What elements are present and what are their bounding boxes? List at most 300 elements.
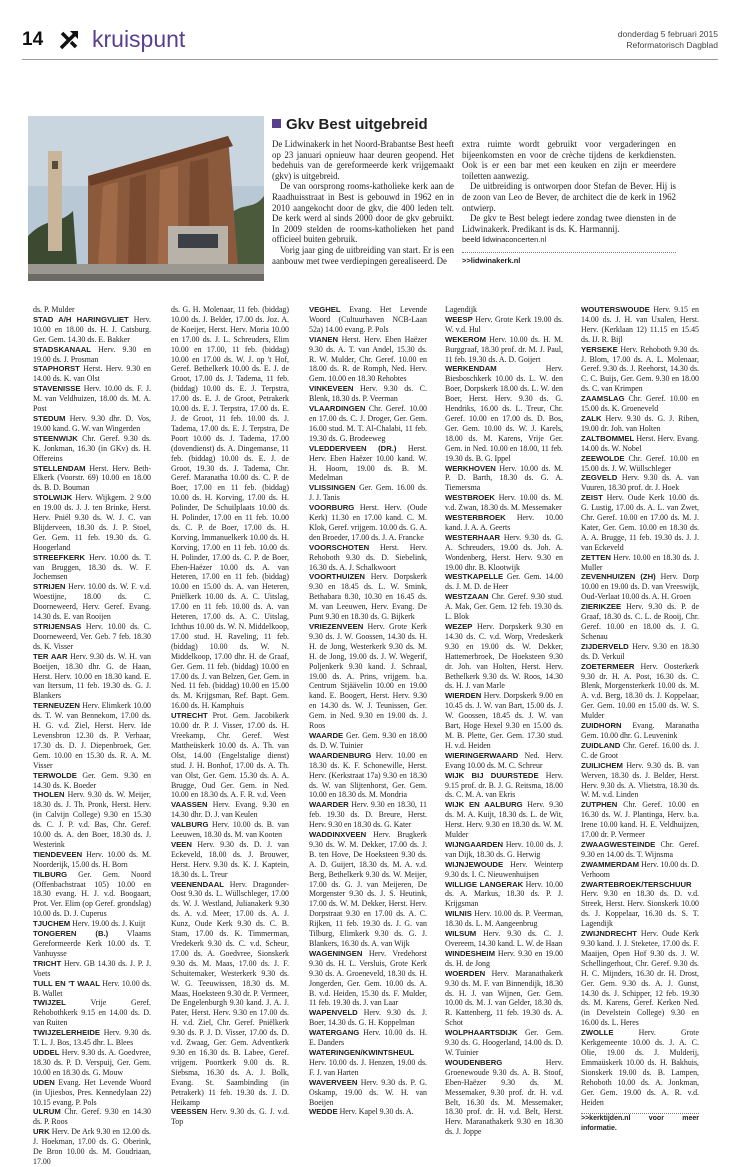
service-details: Ger. Gem. 9.30 en 18.00 ds. D. W. Tuinier [309, 730, 427, 750]
service-details: Herv. 9.30 ds. G. J. v.d. Top [171, 1107, 289, 1127]
service-details: Chr. Geref. 16.00 ds. J. C. de Groot [581, 740, 699, 760]
place-name: VALBURG [171, 820, 209, 830]
service-entry [581, 840, 699, 860]
service-entry [581, 473, 699, 493]
place-name: WIJK BIJ DUURSTEDE [445, 770, 539, 780]
service-details: Chr. Geref. 10.00 en 15.00 ds. J. W. Wüllschleger [581, 453, 699, 473]
service-entry [445, 1028, 563, 1058]
service-details: Herv. 10.00 en 18.00 ds. H. J. Catsburg. Ger. Gem. 14.30 ds. E. Bakker [33, 314, 151, 344]
article-paragraph: Vorig jaar ging de uitbreiding van start. Er is een aanbouw met twee verdiepingen gerealiseerd. De [272, 244, 454, 266]
church-list-column-3 [309, 305, 427, 1117]
service-entry [33, 870, 151, 920]
service-entry [309, 305, 427, 335]
header-date-block [618, 29, 718, 51]
service-entry [309, 1008, 427, 1028]
service-details: Herv. 9.30 ds. G. J. Riben, 19.00 dr. Joh. van Holten [581, 413, 699, 433]
service-details: Ger. Gem. 14.00 ds. J. M. D. de Heer [445, 572, 563, 592]
service-entry [581, 929, 699, 1028]
place-name: UTRECHT [171, 711, 208, 721]
service-entry [309, 751, 427, 801]
page-number: 14 [22, 29, 44, 50]
service-entry [171, 840, 289, 880]
header-rule [22, 59, 718, 60]
service-details: Chr. Geref. 10.00 en 16.30 ds. W. J. Plantinga, Herv. b.a. Irene 10.00 kand. H. E. Veldhuijzen, 17.00 dr. P. Vermeer [581, 800, 699, 840]
service-entry [171, 820, 289, 840]
service-entry [309, 503, 427, 543]
service-entry [309, 731, 427, 751]
place-name: WIJNGAARDEN [445, 839, 504, 849]
place-name: YERSEKE [581, 344, 618, 354]
service-entry [445, 840, 563, 860]
place-name: ZWAAGWESTEINDE [581, 839, 656, 849]
service-details: Chr. Geref. 10.00 en 17.00 ds. C. J. Droger, Ger. Gem. 16.00 stud. M. T. Al-Chalabi, 11 feb. 19.30 ds. G. Brodeeweg [309, 404, 427, 443]
service-entry [33, 850, 151, 870]
service-entry [445, 880, 563, 910]
page-header [22, 25, 718, 59]
service-entry [171, 305, 289, 711]
service-entry [33, 1048, 151, 1078]
place-name: ZALTBOMMEL [581, 433, 635, 443]
place-name: WEZEP [445, 622, 473, 631]
service-entry [171, 880, 289, 1108]
service-entry [581, 454, 699, 474]
service-details: Herv. 10.00 ds. H. M. Burggraaf, 18.30 prof. dr. M. J. Paul, 11 feb. 19.30 ds. A. D. Goijert [445, 334, 563, 364]
service-details: Herv. 9.30 ds. W. H. van Boeijen, 18.30 dhr. G. de Haan, Herst. Herv. 10.00 en 18.30 kand. E. van Itersum, 11 feb. 19.30 ds. G. J. Blankers [33, 651, 151, 701]
place-name: WIERINGERWAARD [445, 750, 519, 760]
service-details: Herv. 9.30 en 19.00 ds. H. de Jong [445, 948, 563, 968]
service-details: Herst. Herv. Eben Haëzer 10.00 kand. W. H. Hoorn, 19.00 ds. B. M. Medelman [309, 443, 427, 483]
service-entry [581, 493, 699, 552]
place-name: VOORBURG [309, 503, 355, 513]
place-name: ZEGVELD [581, 473, 618, 483]
place-name: STREEFKERK [33, 552, 86, 562]
place-name: ZWAMMERDAM [581, 859, 640, 869]
service-entry [445, 364, 563, 463]
service-details: Herv. 9.30 ds. W. Meijer, 18.30 ds. J. Th. Pronk, Herst. Herv. (in Calvijn College) 9.30 en 15.30 ds. C. J. P. v.d. Bas, Chr. Geref. 10.00 ds. A. den Boer, 18.30 ds. J. Westerink [33, 790, 151, 849]
service-entry [309, 800, 427, 830]
place-name: WAARDER [309, 800, 349, 810]
service-details: Herv. 10.00 ds. C. Doorneweerd, Ver. Geb. 7 feb. 18.30 ds. K. Visser [33, 622, 151, 651]
service-details: Herv. 9.30 ds. P. G. Oskamp, 19.00 ds. W. H. van Boeijen [309, 1077, 427, 1107]
service-entry [445, 592, 563, 622]
service-entry [33, 345, 151, 365]
service-entry [581, 880, 699, 930]
service-details: Herv. De Ark 9.30 en 12.00 ds. J. Hoekman, 17.00 ds. G. Oberink, De Bron 10.00 ds. M. Goudriaan, 17.00 [33, 1127, 151, 1166]
place-name: VOORSCHOTEN [309, 542, 370, 552]
place-name: ZUIDHORN [581, 721, 622, 731]
service-entry [445, 751, 563, 771]
service-details: Herv. 10.00 ds. J. Henzen, 19.00 ds. F. J. van Harten [309, 1057, 427, 1077]
place-name: WEDDE [309, 1107, 338, 1117]
service-details: Herv. Dorpskerk 9.30 en 18.45 ds. L. W. Smink, Bethabara 8.30, 10.30 en 16.45 ds. M. van Leeuwen, Herv. Evang. De Punt 9.30 en 18.30 ds. G. Bijkerk [309, 572, 427, 622]
service-entry [309, 622, 427, 731]
article-title-text: Gkv Best uitgebreid [286, 116, 428, 133]
service-details: Chr. Geref. 10.00 en 15.00 ds. K. Groeneveld [581, 394, 699, 414]
place-name: WESTBROEK [445, 493, 495, 503]
place-name: TER AAR [33, 651, 68, 661]
place-name: ZEVENHUIZEN (ZH) [581, 572, 656, 582]
place-name: STRIJEN [33, 582, 66, 592]
service-entry [33, 305, 151, 315]
service-details: Chr. Geref. 9.30 ds. K. Jonkman, 16.30 (in GKv) ds. H. Offereins [33, 433, 151, 463]
place-name: THOLEN [33, 790, 65, 800]
service-details: Herv. 10.00 ds. F. J. M. van Veldhuizen, 18.00 ds. M. A. Post [33, 384, 151, 414]
service-entry [33, 1127, 151, 1167]
service-details: Herv. Brugkerk 9.30 ds. W. M. Dekker, 17.00 ds. J. B. ten Hove, De Hoeksteen 9.30 ds. A. D. Guijert, 18.30 ds. M. A. v.d. Berg, Bethelkerk 9.30 ds. W. Meijer, 17.00 ds. G. J. van Meijeren, De Morgenster 9.30 ds. J. S. Heutink, 17.00 ds. W. M. Dekker, Herst. Herv. Dorpstraat 9.30 en 17.00 ds. A. C. Rijken, 11 feb. 19.30 ds. J. G. van Tilburg, Elimkerk 9.30 ds. G. J. Blankers, 16.30 ds. A. van Wijk [309, 830, 427, 948]
place-name: VIANEN [309, 334, 339, 344]
service-entry [581, 414, 699, 434]
place-name: VINKEVEEN [309, 384, 354, 394]
service-details: Herv. 9.30 ds. A. van Vuuren, 18.30 prof. dr. J. Hoek [581, 473, 699, 493]
service-entry [33, 622, 151, 652]
service-details: Herv. 10.00 ds. B. van Leeuwen, 18.30 ds. M. van Kooten [171, 820, 289, 840]
service-entry [309, 543, 427, 573]
place-name: ZEEWOLDE [581, 453, 625, 463]
place-name: WAARDENBURG [309, 750, 372, 760]
service-details: Herv. 9.30 ds. C. J. Overeem, 14.30 kand. L. W. de Haan [445, 929, 563, 948]
title-square-icon [272, 119, 281, 128]
service-details: Evang. Het Levende Woord (in Ujiesbos, Pres. Kennedylaan 22) 10.15 evang. P. Pols [33, 1077, 151, 1107]
service-details: Herv. 10.00 ds. T. van Bruggen, 18.30 ds. W. F. Jochemsen [33, 552, 151, 582]
service-details: Herv. 10.00 ds. W. F. v.d. Woestijne, 18.00 ds. C. Doorneweerd, Herv. Geref. Evang. 14.30 ds. E. van Rooijen [33, 582, 151, 622]
service-details: Herst. Herv. 9.30 en 14.00 ds. K. van Olst [33, 364, 151, 384]
place-name: TILBURG [33, 869, 68, 879]
service-entry [33, 771, 151, 791]
article-column-1 [272, 139, 454, 266]
service-entry [309, 1107, 427, 1117]
service-details: Herv. 9.30 en 19.00 ds. J. Prosman [33, 344, 151, 364]
place-name: WERKENDAM [445, 364, 497, 374]
service-details: ds. P. Mulder [33, 305, 75, 314]
church-list-column-5 [581, 305, 699, 1134]
article-link[interactable]: >>lidwinakerk.nl [462, 255, 521, 265]
service-details: Herv. 10.00 ds. M. P. D. Barth, 18.30 ds. G. A. Tiemersma [445, 463, 563, 493]
place-name: STAVENISSE [33, 384, 81, 394]
service-details: Herv. 10.00 ds. J. van Dijk, 18.30 ds. G. Herwig [445, 839, 563, 859]
service-entry [309, 949, 427, 1008]
service-entry [445, 533, 563, 573]
service-entry [33, 434, 151, 464]
place-name: WATERINGEN/KWINTSHEUL [309, 1047, 414, 1057]
service-details: Herv. GB 14.30 ds. J. P. J. Voets [33, 958, 151, 978]
service-entry [33, 1107, 151, 1127]
service-entry [33, 553, 151, 583]
place-name: ZWIJNDRECHT [581, 929, 637, 939]
service-entry [445, 929, 563, 949]
place-name: WESTKAPELLE [445, 572, 504, 582]
place-name: WINDESHEIM [445, 948, 495, 958]
place-name: TWIJZEL [33, 998, 66, 1008]
place-name: TONGEREN (B.) [33, 929, 109, 939]
service-details: Herv. 10.00 ds. D. Verhoom [581, 859, 699, 879]
article-paragraph: extra ruimte wordt gebruikt voor vergaderingen en bijeenkomsten en voor de crèche tijdens de kerkdiensten. Ook is er een bar met een keuken en zijn er meerdere toiletten aanwezig. [462, 139, 676, 181]
place-name: VAASSEN [171, 800, 208, 810]
service-entry [581, 761, 699, 801]
service-details: Herv. Grote Kerkgemeente 10.00 ds. J. A. C. Olie, 19.00 ds. J. Mulderij, Emmaüskerk 10.00 ds. H. Bakhuis, Sionskerk 19.00 ds. B. Lampen, Rehoboth 10.00 ds. A. Jonkman, Ger. Gem. 19.00 ds. A. R. v.d. Heiden [581, 1028, 699, 1107]
service-entry [309, 384, 427, 404]
service-details: Herv. Dorpskerk 9.00 en 10.45 ds. J. W. van Bart, 15.00 ds. J. W. Goossen, 18.45 ds. J. W. van Bart, Hoge Hexel 9.30 en 15.00 ds. M. B. Plette, Ger. Gem. 17.30 stud. H. v.d. Heiden [445, 691, 563, 750]
service-entry [33, 464, 151, 494]
service-details: Ger. Gem. 9.30 en 14.30 ds. K. Boeder [33, 770, 151, 790]
place-name: WAGENINGEN [309, 948, 363, 958]
church-list-column-2 [171, 305, 289, 1127]
service-entry [33, 929, 151, 959]
service-entry [445, 949, 563, 969]
service-details: Herv. 9.30 ds. M. A. Kuijt, 18.30 ds. L. de Wit, Herst. Herv. 9.30 en 18.30 ds. W. M. Mulder [445, 800, 563, 840]
service-details: Herv. 10.00 ds. B. Wallet [33, 978, 151, 998]
article-paragraph: De gkv te Best belegt iedere zondag twee diensten in de Lidwinakerk. Predikant is ds. K. Harmannij. [462, 213, 676, 234]
place-name: UDDEL [33, 1047, 60, 1057]
place-name: VLEDDERVEEN (DR.) [309, 443, 397, 453]
service-details: Herv. 9.30 en 18.30, 11 feb. 19.30 ds. D. Breure, Herst. Herv. 9.30 en 18.30 ds. G. Kater [309, 800, 427, 830]
service-details: Herv. 9.30 dhr. D. Vos, 19.00 kand. G. W. van Wingerden [33, 413, 151, 433]
service-details: Herst. Herv. Evang. 14.00 ds. W. Nobel [581, 433, 699, 453]
service-details: Vlaams Gereformeerde Kerk 10.00 ds. T. Vanhuysse [33, 929, 151, 958]
service-entry [581, 662, 699, 721]
place-name: TERWOLDE [33, 770, 77, 780]
church-photo [28, 116, 264, 281]
place-name: STAD A/H HARINGVLIET [33, 314, 129, 324]
church-list-column-4 [445, 305, 563, 1137]
article-title [272, 116, 428, 133]
service-details: Herv. Oude Kerk 10.00 ds. G. Lustig, 17.00 ds. A. L. van Zwet, Chr. Geref. 10.00 en 17.00 ds. M. J. Kater, Ger. Gem. 10.00 en 18.30 ds. A. A. Brugge, 11 feb. 19.30 ds. J. J. van Eckeveld [581, 493, 699, 552]
service-details: Herv. 19.00 ds. J. Kuijt [70, 919, 146, 929]
service-details: Ger. Gem. 9.30 ds. G. Hoogerland, 14.00 ds. D. W. Tuinier [445, 1028, 563, 1057]
service-details: Herv. Wijkgem. 2 9.00 en 19.00 ds. J. J. ten Brinke, Herst. Herv. Pniël 9.30 ds. W. J. C. van Blijderveen, 18.30 ds. J. P. Stoel, Ger. Gem. 11 feb. 19.30 ds. G. Hoogerland [33, 493, 151, 552]
service-details: Lagendijk [445, 305, 477, 314]
place-name: WOUTERSWOUDE [581, 305, 650, 314]
service-entry [309, 335, 427, 385]
place-name: WESTERHAAR [445, 532, 501, 542]
place-name: ZWOLLE [581, 1028, 614, 1038]
service-entry [309, 1078, 427, 1108]
article-paragraph: De uitbreiding is ontworpen door Stefan de Bever. Hij is de zoon van Leo de Bever, de architect die de kerk in 1962 ontwierp. [462, 181, 676, 213]
service-entry [445, 969, 563, 1028]
service-details: Herv. 9.30 ds. A. Goedvree, 18.30 ds. P. D. Verspuij, Ger. Gem. 10.00 en 18.30 ds. G. Mouw [33, 1047, 151, 1077]
place-name: WESTZAAN [445, 592, 489, 602]
place-name: TJUCHEM [33, 919, 71, 929]
header-paper-name: Reformatorisch Dagblad [626, 40, 718, 50]
service-entry [581, 434, 699, 454]
service-details: Prot. Gem. Jacobikerk 10.00 dr. P. J. Visser, 17.00 ds. H. Vreekamp, Chr. Geref. West Mattheüskerk 10.00 ds. A. Th. van Olst, 14.00 (Engelstalige dienst) stud. J. H. Bonhof, 17.00 ds. A. Th. van Olst, Ger. Gem. 15.30 ds. A. A. Brugge, Oud Ger. Gem. in Ned. 10.00 en 18.30 ds. A. F. R. v.d. Veen [171, 711, 289, 800]
service-entry [445, 335, 563, 365]
service-entry [445, 572, 563, 592]
place-name: WOLPHAARTSDIJK [445, 1028, 518, 1038]
service-details: Evang. Maranatha Gem. 10.00 dhr. G. Leuvenink [581, 721, 699, 740]
service-entry [33, 979, 151, 999]
service-entry [33, 1028, 151, 1048]
church-list-column-1 [33, 305, 151, 1167]
service-details: Herv. 9.30 ds. J. Boer, 14.30 ds. G. H. Koppelman [309, 1008, 427, 1028]
service-details: Herv. 9.15 en 14.00 ds. J. H. van Uxalen, Herst. Herv. (Kerklaan 12) 11.15 en 15.45 ds. IJ. R. Bijl [581, 305, 699, 344]
service-entry [445, 513, 563, 533]
service-details: Ger. Gem. 16.00 ds. J. J. Tanis [309, 483, 427, 503]
service-entry [33, 790, 151, 849]
place-name: ZETTEN [581, 552, 611, 562]
place-name: STEENWIJK [33, 433, 78, 443]
service-entry [445, 622, 563, 691]
service-details: Herv. Oude Kerk 9.30 kand. J. J. Steketee, 17.00 ds. F. Maaijen, Open Hof 9.30 ds. J. W. Schellingerhout, Chr. Geref. 9.30 ds. H. C. Mijnders, 16.30 dr. H. Drost, Ger. Gem. 9.30 ds. A. J. Gunst, 14.30 ds. J. Schipper, 12 feb. 19.30 ds. M. Karens, Geref. Kerken Ned. (in Develstein College) 9.30 en 16.00 ds. L. Heres [581, 929, 699, 1028]
place-name: UDEN [33, 1077, 55, 1087]
service-entry [171, 1107, 289, 1127]
service-details: Herv. Dorp 10.00 en 19.00 ds. D. van Vreeswijk, Oud-Verlaat 10.00 ds. A. H. Groen [581, 572, 699, 602]
service-entry [33, 959, 151, 979]
place-name: ZUIDLAND [581, 740, 621, 750]
place-name: URK [33, 1127, 50, 1137]
place-name: WEESP [445, 314, 473, 324]
place-name: TIENDEVEEN [33, 849, 83, 859]
service-entry [581, 642, 699, 662]
footer-link[interactable]: >>kerktijden.nl voor meer informatie. [581, 1115, 699, 1133]
service-details: Herv. Grote Kerk 19.00 ds. W. v.d. Hul [445, 314, 563, 334]
service-details: Herst. Herv. Rehoboth 9.30 ds. D. Siebelink, 16.30 ds. A. J. Schalkwoort [309, 542, 427, 572]
service-entry [581, 305, 699, 345]
service-entry [581, 800, 699, 840]
place-name: TWIJZELERHEIDE [33, 1028, 101, 1038]
place-name: ZOETERMEER [581, 661, 635, 671]
service-entry [445, 493, 563, 513]
service-details: Herv. Groenewoude 9.30 ds. A. B. Stoof, Eben-Haëzer 9.30 ds. M. Messemaker, 9.30 prof. dr. H. v.d. Belt, 16.30 ds. M. Messemaker, 18.30 prof. dr. H. v.d. Belt, Herst. Herv. Maranathakerk 9.30 en 18.30 ds. J. Joppe [445, 1057, 563, 1137]
place-name: VLAARDINGEN [309, 404, 366, 414]
place-name: ZIJDERVELD [581, 641, 629, 651]
place-name: WIERDEN [445, 691, 482, 701]
place-name: WOUDENBERG [445, 1057, 503, 1067]
service-entry [33, 701, 151, 770]
service-entry [33, 1078, 151, 1108]
service-entry [33, 384, 151, 414]
place-name: STEDUM [33, 413, 66, 423]
service-entry [309, 572, 427, 622]
article-paragraph: De van oorsprong rooms-katholieke kerk aan de Raadhuisstraat in Best is gebouwd in 1962 en in 2010 aangekocht door de gkv, die 400 leden telt. De kerk werd al sinds 2000 door de gkv gebruikt. In 2009 stelden de rooms-katholieken het pand officieel buiten gebruik. [272, 181, 454, 245]
service-entry [445, 800, 563, 840]
service-details: Herv. Biesboschkerk 10.00 ds. L. W. den Boer, Dorpskerk 18.00 ds. L. W. den Boer, Herst. Herv. 9.30 ds. G. Hendriks, 16.00 ds. L. Treur, Chr. Geref. 10.00 en 17.00 ds. D. Bos, Ger. Gem. 10.00 ds. W. J. Karels, 18.00 ds. M. Karens, Vrije Ger. Gem. in Ned. 10.00 en 18.00, 11 feb. 19.30 ds. B. G. Ippel [445, 364, 563, 463]
place-name: TULL EN 'T WAAL [33, 978, 100, 988]
photo-credit: beeld lidwinaconcerten.nl [462, 235, 547, 245]
service-entry [581, 602, 699, 642]
place-name: VLISSINGEN [309, 483, 356, 493]
place-name: WEKEROM [445, 334, 486, 344]
header-date: donderdag 5 februari 2015 [617, 29, 718, 39]
service-entry [309, 483, 427, 503]
service-entry [581, 741, 699, 761]
service-details: Herv. 9.30 ds. B. van Werven, 18.30 ds. J. Belder, Herst. Herv. 9.30 ds. A. Vlietstra, 18.30 ds. W. M. v.d. Linden [581, 760, 699, 800]
service-entry [171, 800, 289, 820]
place-name: ZAAMSLAG [581, 394, 625, 404]
service-details: Herv. 9.30 ds. D. J. van Eckeveld, 18.00 ds. J. Brouwer, Herst. Herv. 9.30 ds. K. J. Kaptein, 18.30 ds. L. Treur [171, 839, 289, 879]
service-entry [581, 721, 699, 741]
place-name: WAPENVELD [309, 1008, 358, 1018]
service-details: Herv. Rehoboth 9.30 ds. J. Blom, 17.00 ds. A. L. Molenaar, Geref. 9.30 ds. J. Reehorst, 14.30 ds. C. C. Buijs, Ger. Gem. 9.30 en 18.00 ds. C. van Krimpen [581, 344, 699, 394]
service-details: Herv. 10.00 en 18.30 ds. K. F. Schonewille, Herst. Herv. (Kerkstraat 17a) 9.30 en 18.30 ds. W. van Slijtenhorst, Ger. Gem. 10.00 en 18.30 ds. M. Mondria [309, 750, 427, 800]
service-entry [33, 652, 151, 702]
service-entry [33, 998, 151, 1028]
service-entry [309, 830, 427, 949]
cross-arrow-icon [58, 29, 80, 51]
place-name: STELLENDAM [33, 463, 86, 473]
place-name: VOORTHUIZEN [309, 572, 365, 582]
place-name: TERNEUZEN [33, 701, 80, 711]
service-entry [171, 711, 289, 800]
service-entry [309, 444, 427, 484]
place-name: VEGHEL [309, 305, 341, 314]
service-entry [33, 414, 151, 434]
service-details: Herv. Kapel 9.30 ds. A. [337, 1107, 414, 1117]
service-details: Herv. 9.30 ds. C. Blenk, 18.30 ds. P. Veerman [309, 384, 427, 404]
service-entry [309, 1048, 427, 1078]
service-details: Herv. Grote Kerk 9.30 ds. J. W. Goossen, 14.30 ds. H. H. de Jong, Westerkerk 9.30 ds. M. H. de Jong, 19.00 ds. J. W. Wegerif, Poljenkerk 9.30 kand. J. Schraal, 19.00 ds. A. Prins, vrijgem. b.a. Centrum Stjäävelin 10.00 en 19.00 kand. E. Boogert, Herst. Herv. 9.30 en 14.30 ds. W. J. Teunissen, Ger. Gem. in Ned. 9.30 en 19.00 ds. J. Roos [309, 622, 427, 731]
service-entry [445, 464, 563, 494]
place-name: STOLWIJK [33, 493, 73, 503]
service-entry [445, 691, 563, 750]
section-title: kruispunt [92, 26, 186, 52]
dotted-divider [462, 252, 676, 253]
place-name: VEEN [171, 839, 192, 849]
place-name: ZIERIKZEE [581, 602, 622, 612]
service-details: Herv. 9.15 prof. dr. B. J. G. Reitsma, 18.00 ds. C. M. A. van Ekris [445, 770, 563, 800]
service-details: Evang. Het Levende Woord (Cultuurhaven NCB-Laan 52a) 14.00 evang. P. Pols [309, 305, 427, 334]
place-name: WIJNJEWOUDE [445, 859, 504, 869]
service-details: Herv. 10.00 en 18.30 ds. J. Muller [581, 552, 699, 572]
service-details: Herv. 10.00 ds. M. v.d. Zwan, 18.30 ds. M. Messemaker [445, 493, 563, 513]
service-details: Vrije Geref. Rehobothkerk 9.15 en 14.00 ds. D. van Ruiten [33, 998, 151, 1028]
service-details: Herst. Herv. Beth-Elkerk (Voorstr. 69) 10.00 en 18.00 ds. B. D. Bouman [33, 463, 151, 493]
article-column-2 [462, 139, 676, 267]
service-details: Herv. 10.00 kand. J. A. A. Geerts [445, 513, 563, 532]
service-details: Chr. Geref. 9.30 en 14.00 ds. T. Wijnsma [581, 839, 699, 859]
service-entry [581, 553, 699, 573]
service-entry [445, 305, 563, 315]
service-entry [33, 919, 151, 929]
place-name: WILSUM [445, 929, 477, 939]
place-name: WILLIGE LANGERAK [445, 879, 524, 889]
place-name: ZUTPHEN [581, 800, 618, 810]
place-name: STRIJENSAS [33, 622, 82, 631]
service-details: Herv. 10.00 ds. A. Markus, 18.30 ds. P. J. Krijgsman [445, 879, 563, 909]
place-name: TRICHT [33, 958, 62, 968]
service-details: Herv. Oosterkerk 9.30 dr. H. A. Post, 16.30 ds. C. Blenk, Morgensterkerk 10.00 ds. M. A. v.d. Berg, 18.30 ds. J. Koppelaar, Ger. Gem. 10.00 en 15.00 ds. W. S. Mulder [581, 661, 699, 721]
service-entry [309, 1028, 427, 1048]
place-name: ZUILICHEM [581, 760, 623, 770]
place-name: WAARDE [309, 730, 344, 740]
service-entry [581, 345, 699, 395]
place-name: STAPHORST [33, 364, 80, 374]
service-entry [33, 582, 151, 622]
service-details: Herv. 9.30 ds. T. L. J. Bos, 13.45 dhr. L. Blees [33, 1028, 151, 1048]
service-details: Herst. Herv. Eben Haëzer 9.30 ds. A. T. van Andel, 15.30 ds. R. W. Mulder, Chr. Geref. 10.00 en 18.00 ds. R. de Romph, Ned. Herv. Gem. 10.00 en 18.30 Rehobtes [309, 334, 427, 384]
place-name: VEENENDAAL [171, 879, 224, 889]
service-entry [445, 315, 563, 335]
place-name: VRIEZENVEEN [309, 622, 364, 631]
service-entry [445, 1058, 563, 1137]
service-details: Chr. Geref. 9.30 stud. A. Mak, Ger. Gem. 12 feb. 19.30 ds. L. Blok [445, 592, 563, 622]
service-details: Chr. Geref. 9.30 en 14.30 ds. P. Roos [33, 1107, 151, 1127]
service-entry [581, 394, 699, 414]
service-details: Herv. 9.30 ds. P. de Graaf, 18.30 ds. C. L. de Rooij, Chr. Geref. 10.00 en 18.00 ds. J. G. Schenau [581, 602, 699, 641]
place-name: ZEIST [581, 493, 603, 503]
place-name: ZALK [581, 413, 602, 423]
place-name: ULRUM [33, 1107, 61, 1117]
service-details: Herv. 10.00 ds. P. Veerman, 18.30 ds. L. M. Aangeenbrug [445, 909, 563, 929]
service-details: Herv. Evang. 9.30 en 14.30 dhr. D. J. van Keulen [171, 800, 289, 820]
service-details: Ned. Herv. Evang 10.00 ds. M. C. Schreur [445, 750, 563, 770]
service-details: Herv. 10.00 ds. H. E. Danders [309, 1028, 427, 1048]
service-entry [445, 860, 563, 880]
service-details: Herv. Dragonder-Oost 9.30 ds. L. Wüllschleger, 17.00 ds. W. J. Westland, Julianakerk 9.30 ds. A. v.d. Meer, 17.00 ds. A. J. Kunz, Oude Kerk 9.30 ds. C. B. Stam, 17.00 ds. K. Timmerman, Vredekerk 9.30 ds. C. v.d. Scheur, 17.00 ds. A. Goedvree, Sionskerk 9.30 ds. M. Maas, 17.00 ds. J. F. Schuitemaker, Westerkerk 9.30 ds. W. G. Teeuwissen, 18.30 ds. M. Maas, Hoeksteen 9.30 dr. P. Vermeer, De Engelenburgh 9.30 kand. J. A. J. Pater, Herst. Herv. 9.30 en 17.00 ds. H. v.d. Ziel, Chr. Geref. Pniëlkerk 9.30 ds. P. J. D. Visser, 17.00 ds. D. v.d. Zwaag, Ger. Gem. Adventkerk 9.30 en 16.30 ds. B. Labee, Geref. vrijgem. Poortkerk 9.00 ds. R. Siebsma, 16.30 ds. A. J. Bolk, Evang. St. Saambinding (in Petrakerk) 11 feb. 19.30 ds. J. D. Heikamp [171, 879, 289, 1107]
service-details: Herv. Elimkerk 10.00 ds. T. W. van Bennekom, 17.00 ds. H. G. v.d. Ziel, Herst. Herv. Ide Levensbron 12.30 ds. P. Verhaar, 17.30 ds. D. J. Diepenbroek, Ger. Gem. 10.00 en 15.30 ds. R. A. M. Visser [33, 701, 151, 770]
place-name: WILNIS [445, 909, 472, 919]
service-entry [309, 404, 427, 444]
service-details: Herv. 10.00 ds. M. Noorderijk, 15.00 ds. H. Born [33, 849, 151, 869]
